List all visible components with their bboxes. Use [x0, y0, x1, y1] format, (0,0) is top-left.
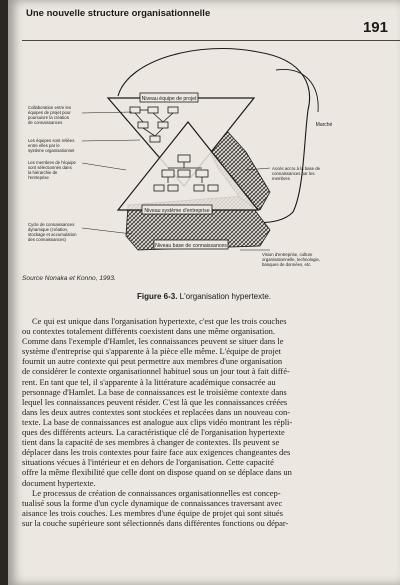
text-line: lequel les connaissances peuvent résider. C'est là que les connaissances créées [22, 396, 288, 407]
figure-caption [8, 292, 400, 301]
right-annotation-1 [272, 166, 321, 181]
svg-text:Vision d'entreprise, culture: Vision d'entreprise, culture [262, 252, 313, 257]
business-system-label-box [142, 205, 212, 214]
svg-text:organisationnelle, technologie: organisationnelle, technologie, [262, 257, 321, 262]
svg-text:l'entreprise: l'entreprise [28, 175, 49, 180]
svg-text:Les membres de l'équipe: Les membres de l'équipe [28, 160, 76, 165]
svg-text:entre elles par le: entre elles par le [28, 143, 60, 148]
svg-text:Cycle de connaissances: Cycle de connaissances [28, 222, 75, 227]
left-annotation-1 [28, 105, 71, 125]
svg-text:la hiérarchie de: la hiérarchie de [28, 170, 58, 175]
text-line: déplacer dans les trois contextes pour faire face aux exigences changeantes des [22, 447, 291, 458]
page-number: 191 [362, 19, 388, 36]
svg-text:banques de données, etc.: banques de données, etc. [262, 262, 312, 267]
text-line: document hypertexte. [22, 477, 96, 488]
business-system-label: Niveau système d'entreprise [144, 208, 210, 214]
text-line: Comme dans l'exemple d'Hamlet, les connaissances peuvent se situer dans le [22, 336, 284, 347]
market-loop [276, 69, 318, 112]
text-line: texte. La base de connaissances est analogue aux clips vidéo montrant les répli- [22, 416, 293, 427]
text-line: rent. En tant que tel, il s'apparente à la littérature académique consacrée au [22, 376, 276, 387]
svg-text:équipes de projet pour: équipes de projet pour [28, 110, 71, 115]
hypertext-organization-diagram [8, 0, 400, 290]
right-annotation-2 [262, 252, 320, 267]
text-line: ques des différents acteurs. La caractéristique clé de l'organisation hypertexte [22, 427, 285, 438]
text-line: Le processus de création de connaissances organisationnelles est concep- [32, 487, 281, 498]
knowledge-base-label-box [154, 240, 228, 249]
svg-text:membres: membres [272, 176, 290, 181]
svg-text:poursuivre la création: poursuivre la création [28, 115, 70, 120]
svg-text:des connaissances): des connaissances) [28, 237, 66, 242]
figure-number: Figure 6-3. [136, 292, 178, 301]
left-annotation-4 [28, 222, 77, 242]
left-annotation-3 [28, 160, 76, 180]
svg-text:système organisationnel: système organisationnel [28, 148, 75, 153]
text-line: dans les deux autres contextes sont stockées et replacées dans un nouveau con- [22, 406, 291, 417]
text-line: Ce qui est unique dans l'organisation hypertexte, c'est que les trois couches [32, 316, 287, 326]
svg-text:Les équipes sont reliées: Les équipes sont reliées [28, 138, 75, 143]
project-team-label-box [140, 93, 198, 102]
figure-source: Source Nonaka et Konno, 1993. [22, 275, 116, 282]
svg-text:Collaboration entre les: Collaboration entre les [28, 105, 71, 110]
text-line: situations vécues à l'intérieur et en dehors de l'organisation. Cette capacité [22, 457, 274, 468]
text-line: ou contextes totalement différents coexistent dans une même organisation. [22, 326, 275, 337]
project-team-label: Niveau équipe de projet [141, 96, 197, 102]
text-line: de considérer le contexte organisationnel habituel sous un jour tout à fait diffé- [22, 366, 290, 377]
text-line: personnage d'Hamlet. La base de connaissances est le troisième contexte dans [22, 386, 287, 397]
text-line: tient dans la capacité de ses membres à changer de contextes. Ils peuvent se [22, 437, 280, 448]
text-line: aisance les trois couches. Les membres d'une équipe de projet qui sont situés [22, 507, 283, 518]
svg-text:connaissances par les: connaissances par les [272, 171, 315, 176]
text-line: fournit un autre contexte qui peut permettre aux membres d'une organisation [22, 356, 283, 367]
svg-text:dynamique (création,: dynamique (création, [28, 227, 69, 232]
svg-text:de connaissances: de connaissances [28, 120, 63, 125]
figure-title: L'organisation hypertexte. [179, 292, 272, 301]
body-text [22, 316, 396, 528]
text-line: offre la même flexibilité que celle dont on dispose quand on se déplace dans un [22, 467, 292, 478]
text-line: système d'entreprise qui s'apparente à la pièce elle même. L'équipe de projet [22, 346, 282, 357]
left-annotation-2 [28, 138, 74, 153]
text-line: sur la couche supérieure sont sélectionnés dans différentes fonctions ou dépar- [22, 517, 289, 528]
svg-text:stockage et accumulation: stockage et accumulation [28, 232, 77, 237]
svg-text:Accès accru à la base de: Accès accru à la base de [272, 166, 321, 171]
knowledge-base-label: Niveau base de connaissances [155, 243, 227, 249]
running-head: Une nouvelle structure organisationnelle [26, 8, 211, 19]
market-label: Marché [315, 122, 333, 128]
text-line: tualisé sous la forme d'un cycle dynamique de connaissances traversant avec [22, 497, 283, 508]
svg-text:sont sélectionnés dans: sont sélectionnés dans [28, 165, 72, 170]
book-page [8, 0, 400, 585]
